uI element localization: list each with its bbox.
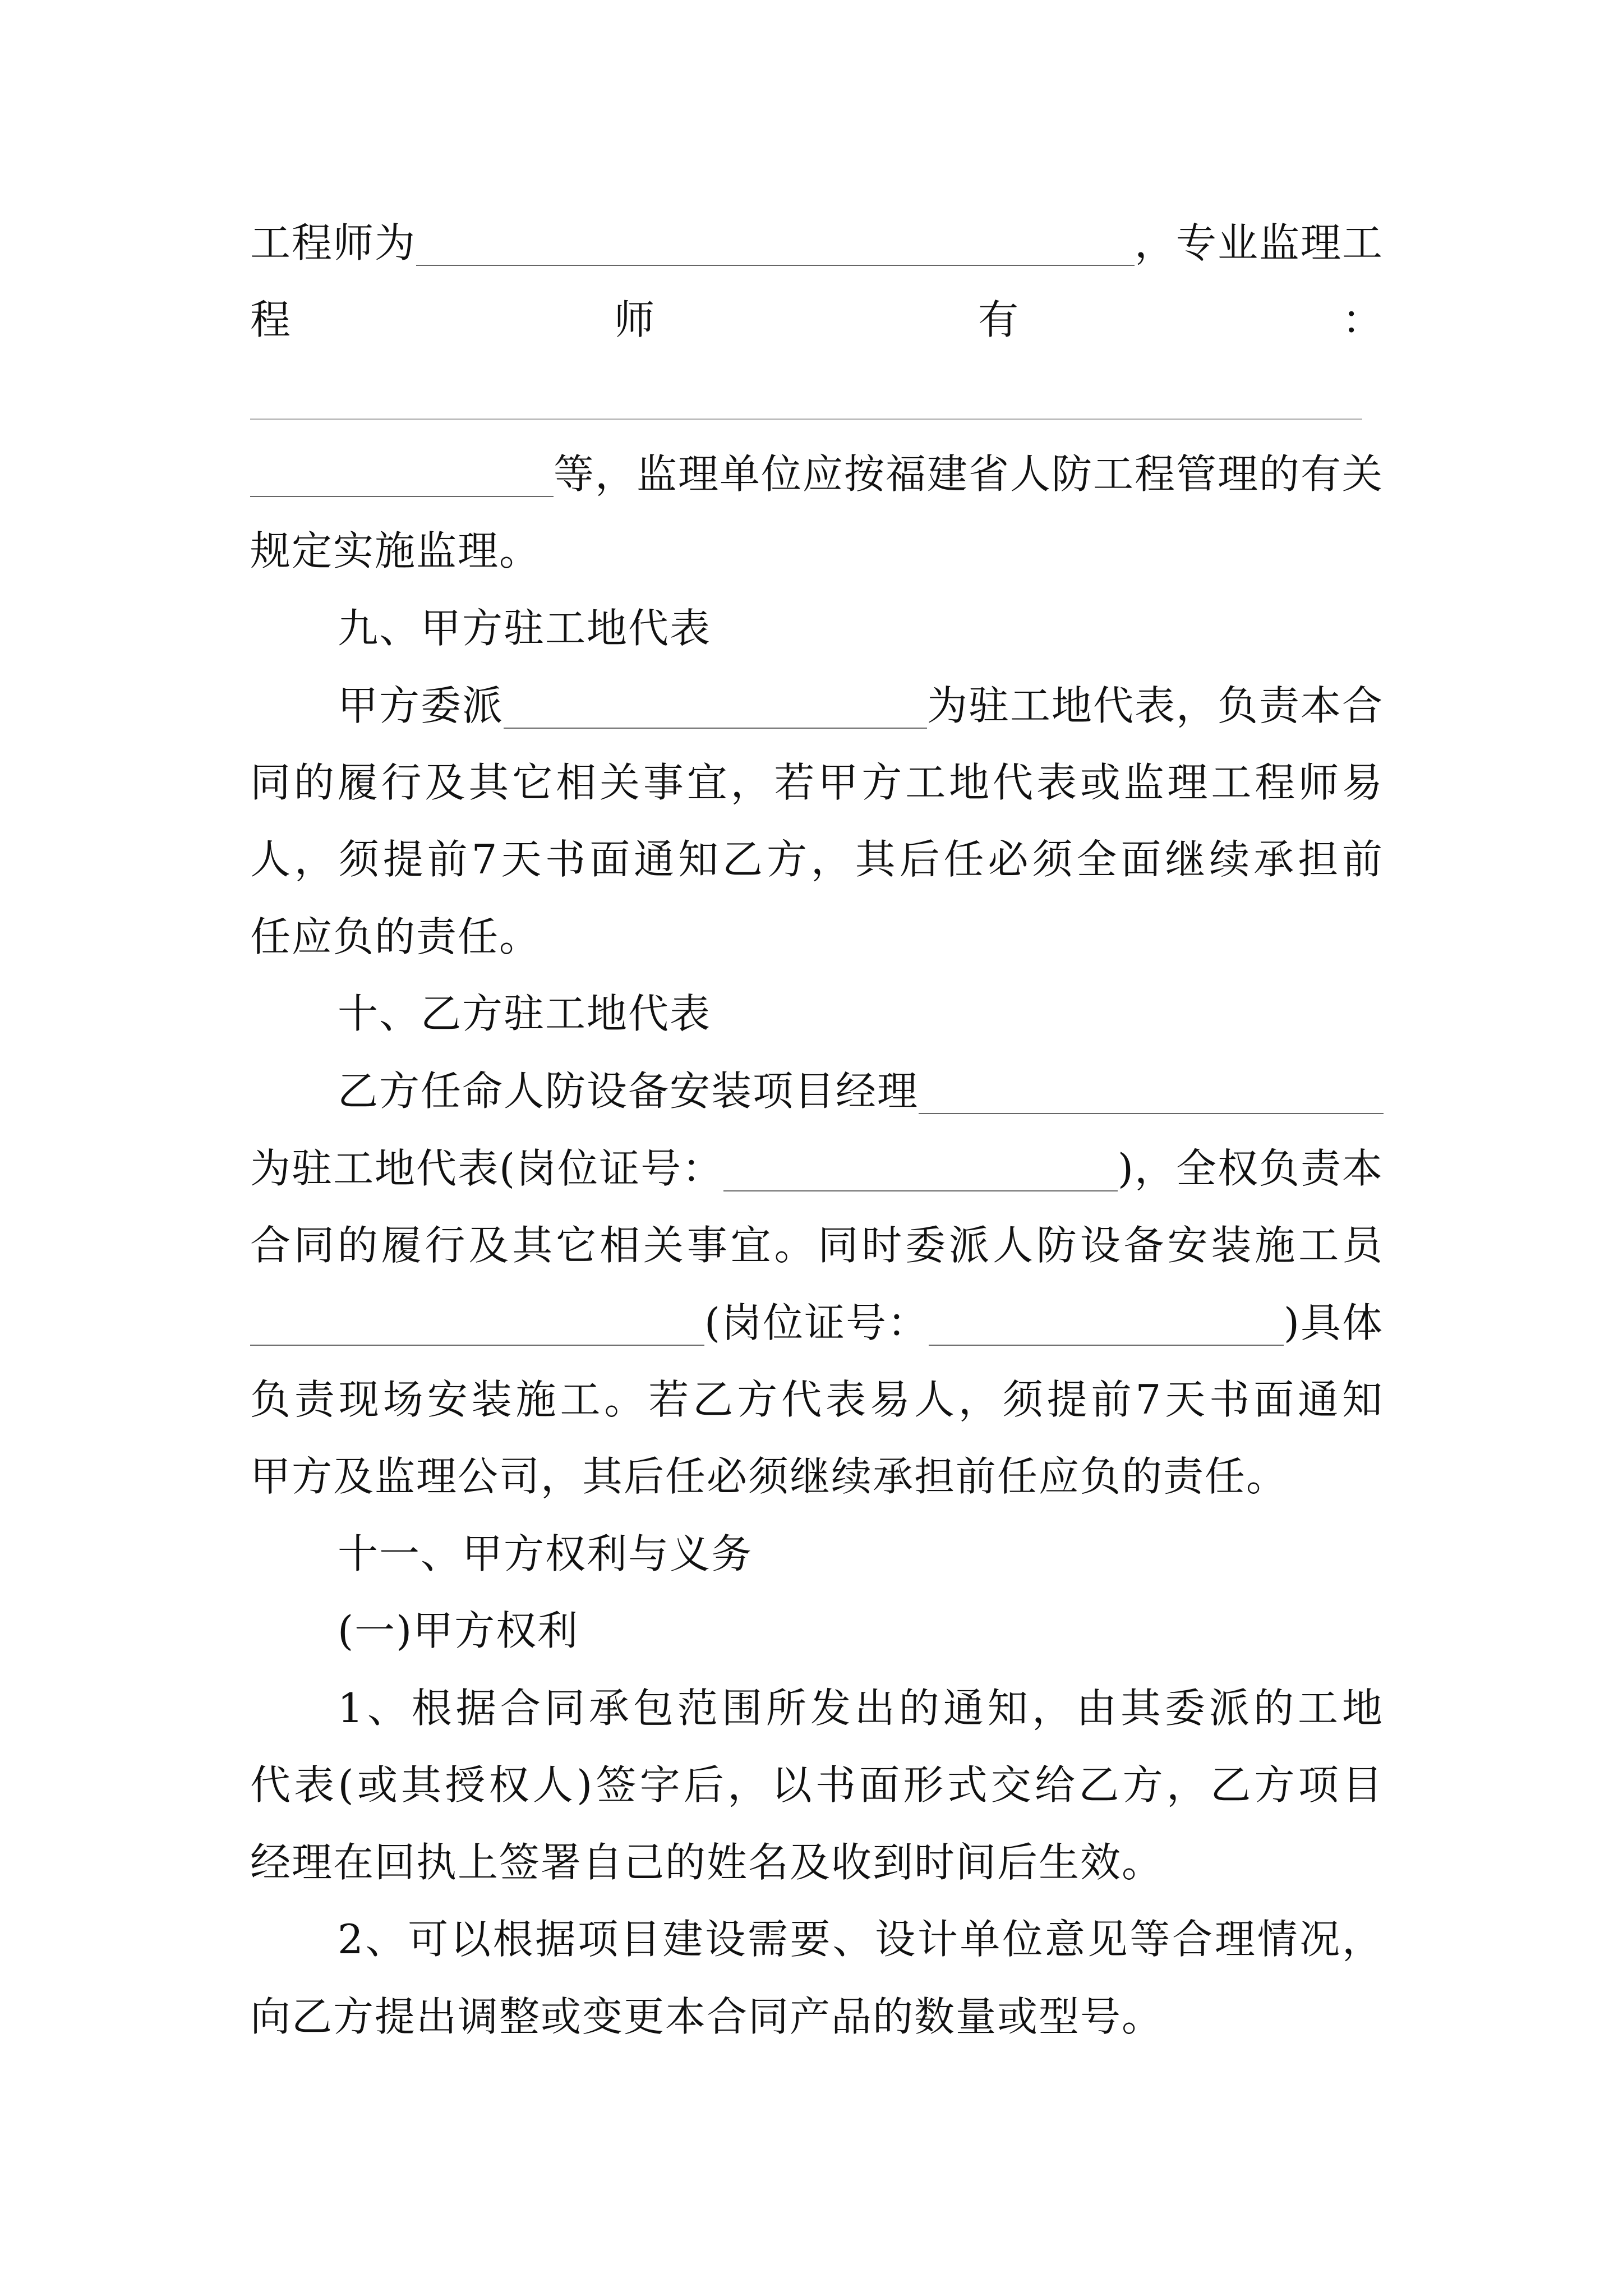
document-page (250, 204, 1384, 2055)
installer-name-blank (250, 1300, 704, 1346)
engineer-prefix: 工程师为 (250, 219, 417, 266)
cert-suffix: )，全权负责本 (1117, 1144, 1384, 1192)
section-9-line-2: 同的履行及其它相关事宜，若甲方工地代表或监理工程师易 (250, 758, 1384, 806)
section-10-line-4 (250, 1284, 1384, 1361)
item-1-line-3: 经理在回执上签署自己的姓名及收到时间后生效。 (250, 1838, 1164, 1886)
section-11-subheading: (一)甲方权利 (338, 1607, 579, 1654)
section-9-line-4: 任应负的责任。 (250, 913, 541, 960)
supervision-line-4 (250, 436, 1384, 513)
section-9-line-1 (250, 667, 1384, 744)
installer-cert-suffix: )具体 (1283, 1299, 1384, 1346)
item-1-line-2: 代表(或其授权人)签字后，以书面形式交给乙方，乙方项目 (250, 1761, 1384, 1809)
supervision-line-2 (250, 282, 1384, 359)
section-11-heading: 十一、甲方权利与义务 (338, 1530, 753, 1577)
manager-prefix: 乙方任命人防设备安装项目经理 (338, 1068, 919, 1115)
delegate-suffix: 为驻工地代表，负责本合 (926, 682, 1384, 729)
item-2-line-1: 2、可以根据项目建设需要、设计单位意见等合理情况， (338, 1916, 1384, 1963)
spaced-char: 有 (978, 296, 1020, 344)
section-10-line-5: 负责现场安装施工。若乙方代表易人，须提前7天书面通知 (250, 1375, 1384, 1423)
section-9-line-3: 人，须提前7天书面通知乙方，其后任必须全面继续承担前 (250, 836, 1384, 883)
section-9-heading: 九、甲方驻工地代表 (338, 604, 712, 652)
delegate-prefix: 甲方委派 (338, 682, 504, 729)
section-10-heading: 十、乙方驻工地代表 (338, 990, 712, 1037)
spaced-char: 程 (250, 296, 292, 344)
section-10-line-3: 合同的履行及其它相关事宜。同时委派人防设备安装施工员 (250, 1221, 1384, 1269)
full-width-blank (250, 418, 1362, 420)
cert-prefix: 为驻工地代表(岗位证号： (250, 1144, 724, 1192)
engineers-blank-continued (250, 451, 554, 497)
manager-cert-number-blank (723, 1145, 1118, 1191)
section-10-line-6: 甲方及监理公司，其后任必须继续承担前任应负的责任。 (250, 1453, 1288, 1500)
item-2-line-2: 向乙方提出调整或变更本合同产品的数量或型号。 (250, 1993, 1164, 2040)
supervision-text: 等，监理单位应按福建省人防工程管理的有关 (553, 450, 1384, 498)
installer-cert-number-blank (929, 1300, 1284, 1346)
installer-cert-prefix: (岗位证号： (704, 1299, 929, 1346)
supervision-closing: 规定实施监理。 (250, 527, 541, 574)
engineers-blank-line (250, 358, 1384, 436)
project-manager-blank (919, 1068, 1384, 1114)
section-10-line-1 (250, 1053, 1384, 1130)
section-10-line-2 (250, 1130, 1384, 1207)
party-a-representative-blank (504, 683, 927, 729)
chief-engineer-blank (416, 220, 1135, 266)
spaced-char: 师 (614, 296, 656, 344)
spaced-char: ： (1341, 296, 1384, 344)
supervision-line-1 (250, 204, 1384, 282)
engineer-suffix: ，专业监理工 (1134, 219, 1384, 266)
item-1-line-1: 1、根据合同承包范围所发出的通知，由其委派的工地 (338, 1684, 1384, 1732)
